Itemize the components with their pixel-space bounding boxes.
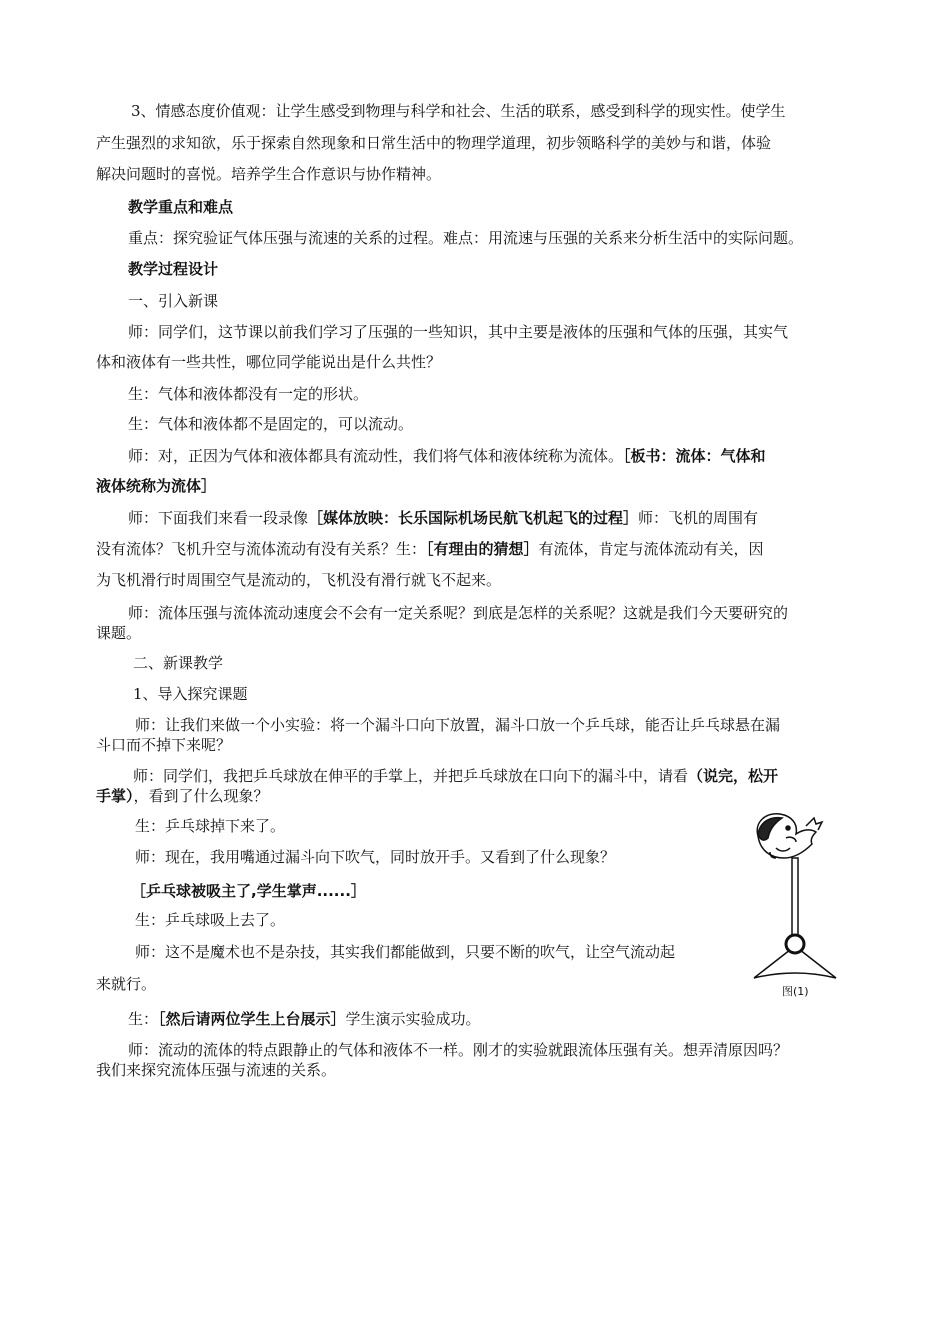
para1-line2: 产生强烈的求知欲，乐于探索自然现象和日常生活中的物理学道理，初步领略科学的美妙与和谐，体验 [96, 134, 772, 152]
teacher-line-6-post: ，看到了什么现象？ [133, 787, 269, 805]
section-new-lesson: 二、新课教学 [133, 654, 224, 672]
para1-line1: 3、情感态度价值观：让学生感受到物理与科学和社会、生活的联系，感受到科学的现实性。使学生 [131, 102, 786, 120]
teacher-line-6a [133, 766, 778, 786]
section-intro: 一、引入新课 [128, 292, 219, 310]
teacher-line-2a [128, 446, 766, 466]
teacher-line-9b: 我们来探究流体压强与流速的关系。 [96, 1061, 337, 1079]
ping-pong-ball [786, 935, 804, 953]
action-note-2: 手掌） [96, 787, 134, 805]
teacher-line-3b-pre: 没有流体？飞机升空与流体流动有没有关系？生： [96, 540, 427, 558]
figure-caption: 图(1) [782, 985, 809, 998]
board-note-2: 液体统称为流体］ [96, 477, 217, 495]
para1-line3: 解决问题时的喜悦。培养学生合作意识与协作精神。 [96, 165, 442, 183]
heading-process: 教学过程设计 [128, 260, 219, 278]
guess-note: ［有理由的猜想］ [426, 540, 539, 558]
subsection-1: 1、导入探究课题 [133, 685, 248, 703]
teacher-line-6-pre: 师：同学们，我把乒乓球放在伸平的手掌上，并把乒乓球放在口向下的漏斗中，请看 [133, 767, 689, 785]
media-note: ［媒体放映：长乐国际机场民航飞机起飞的过程］ [308, 509, 639, 527]
teacher-line-8b: 来就行。 [96, 975, 157, 993]
head-illustration [757, 814, 822, 858]
funnel-ball-figure [740, 808, 850, 998]
demo-note: ［然后请两位学生上台展示］ [158, 1010, 346, 1028]
teacher-line-3c: 为飞机滑行时周围空气是流动的，飞机没有滑行就飞不起来。 [96, 571, 502, 589]
board-note-1: ［板书：流体：气体和 [623, 447, 766, 465]
teacher-line-3-mid: 师：飞机的周围有 [638, 509, 759, 527]
action-note-1: （说完，松开 [688, 767, 779, 785]
student-line-5-pre: 生： [128, 1010, 159, 1028]
student-line-5-post: 学生演示实验成功。 [345, 1010, 481, 1028]
key-points-text: 重点：探究验证气体压强与流速的关系的过程。难点：用流速与压强的关系来分析生活中的实际问题。 [128, 229, 804, 247]
teacher-line-1a: 师：同学们，这节课以前我们学习了压强的一些知识，其中主要是液体的压强和气体的压强，其实气 [128, 323, 789, 341]
teacher-line-6b [96, 786, 269, 806]
applause-note: ［乒乓球被吸主了,学生掌声......］ [131, 882, 366, 900]
teacher-line-4b: 课题。 [96, 624, 142, 642]
teacher-line-5a: 师：让我们来做一个小实验：将一个漏斗口向下放置，漏斗口放一个乒乓球，能否让乒乓球悬在漏 [135, 716, 781, 734]
teacher-line-1b: 体和液体有一些共性，哪位同学能说出是什么共性？ [96, 353, 442, 371]
teacher-line-9a: 师：流动的流体的特点跟静止的气体和液体不一样。刚才的实验就跟流体压强有关。想弄清原因吗？ [128, 1041, 789, 1059]
student-line-3: 生：乒乓球掉下来了。 [135, 817, 286, 835]
student-line-4: 生：乒乓球吸上去了。 [135, 911, 286, 929]
teacher-line-5b: 斗口而不掉下来呢？ [96, 736, 232, 754]
teacher-line-3-pre: 师：下面我们来看一段录像 [128, 509, 309, 527]
teacher-line-4a: 师：流体压强与流体流动速度会不会有一定关系呢？到底是怎样的关系呢？这就是我们今天要研究的 [128, 604, 789, 622]
teacher-line-7: 师：现在，我用嘴通过漏斗向下吹气，同时放开手。又看到了什么现象？ [135, 848, 616, 866]
teacher-line-3a [128, 508, 758, 528]
student-line-2: 生：气体和液体都不是固定的，可以流动。 [128, 415, 414, 433]
student-line-5 [128, 1009, 481, 1029]
teacher-line-3b-post: 有流体，肯定与流体流动有关，因 [538, 540, 764, 558]
teacher-line-8a: 师：这不是魔术也不是杂技，其实我们都能做到，只要不断的吹气，让空气流动起 [135, 943, 676, 961]
student-line-1: 生：气体和液体都没有一定的形状。 [128, 385, 369, 403]
teacher-line-3b [96, 539, 764, 559]
heading-key-points: 教学重点和难点 [128, 198, 234, 216]
teacher-line-2-text: 师：对，正因为气体和液体都具有流动性，我们将气体和液体统称为流体。 [128, 447, 624, 465]
